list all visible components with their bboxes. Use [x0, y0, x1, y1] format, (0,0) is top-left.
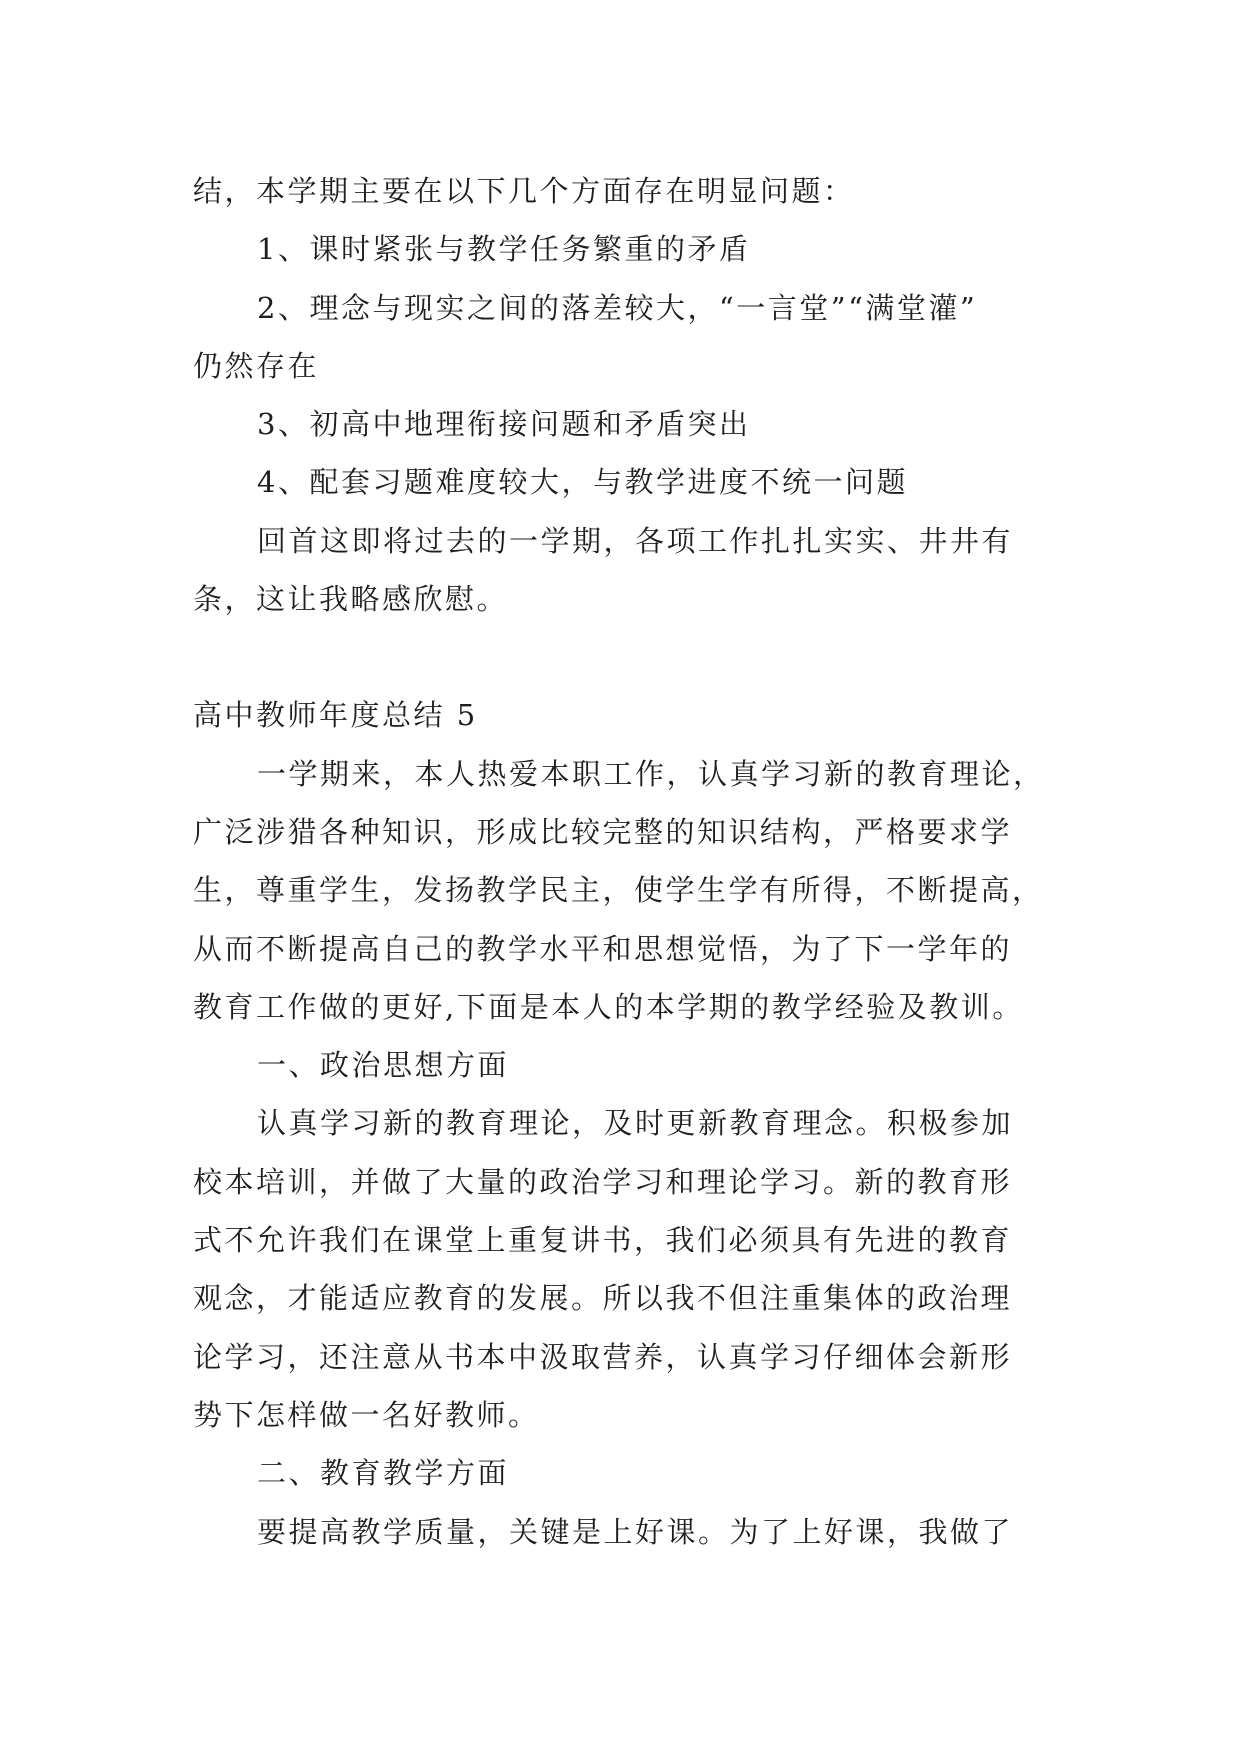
text-line: 2、理念与现实之间的落差较大，“一言堂”“满堂灌”	[257, 290, 978, 325]
text-line: 势下怎样做一名好教师。	[193, 1397, 540, 1432]
text-line: 二、教育教学方面	[257, 1456, 510, 1491]
text-line: 观念，才能适应教育的发展。所以我不但注重集体的政治理	[193, 1281, 1013, 1316]
text-line: 回首这即将过去的一学期，各项工作扎扎实实、井井有	[257, 523, 1014, 558]
text-line: 论学习，还注意从书本中汲取营养，认真学习仔细体会新形	[193, 1339, 1013, 1374]
text-line: 1、课时紧张与教学任务繁重的矛盾	[257, 232, 751, 267]
text-line: 从而不断提高自己的教学水平和思想觉悟，为了下一学年的	[193, 931, 1013, 966]
text-line: 结，本学期主要在以下几个方面存在明显问题：	[193, 174, 855, 208]
section-heading: 高中教师年度总结 5	[193, 698, 478, 733]
text-line: 式不允许我们在课堂上重复讲书，我们必须具有先进的教育	[193, 1223, 1013, 1258]
paragraph-group-after	[193, 745, 1053, 1561]
text-line: 4、配套习题难度较大，与教学进度不统一问题	[257, 465, 908, 500]
document-body	[193, 162, 1053, 1561]
text-line: 教育工作做的更好,下面是本人的本学期的教学经验及教训。	[193, 989, 1024, 1024]
text-line: 一学期来，本人热爱本职工作，认真学习新的教育理论，	[257, 756, 1045, 791]
text-line: 条，这让我略感欣慰。	[193, 582, 509, 617]
text-line: 一、政治思想方面	[257, 1048, 510, 1083]
text-line: 要提高教学质量，关键是上好课。为了上好课，我做了	[257, 1514, 1014, 1549]
paragraph-group-before	[193, 162, 1053, 628]
text-line: 生，尊重学生，发扬教学民主，使学生学有所得，不断提高，	[193, 873, 1044, 908]
text-line: 仍然存在	[193, 348, 320, 383]
text-line: 校本培训，并做了大量的政治学习和理论学习。新的教育形	[193, 1164, 1013, 1199]
text-line: 3、初高中地理衔接问题和矛盾突出	[257, 407, 751, 442]
text-line: 认真学习新的教育理论，及时更新教育理念。积极参加	[257, 1106, 1014, 1141]
text-line: 广泛涉猎各种知识，形成比较完整的知识结构，严格要求学	[193, 814, 1013, 849]
